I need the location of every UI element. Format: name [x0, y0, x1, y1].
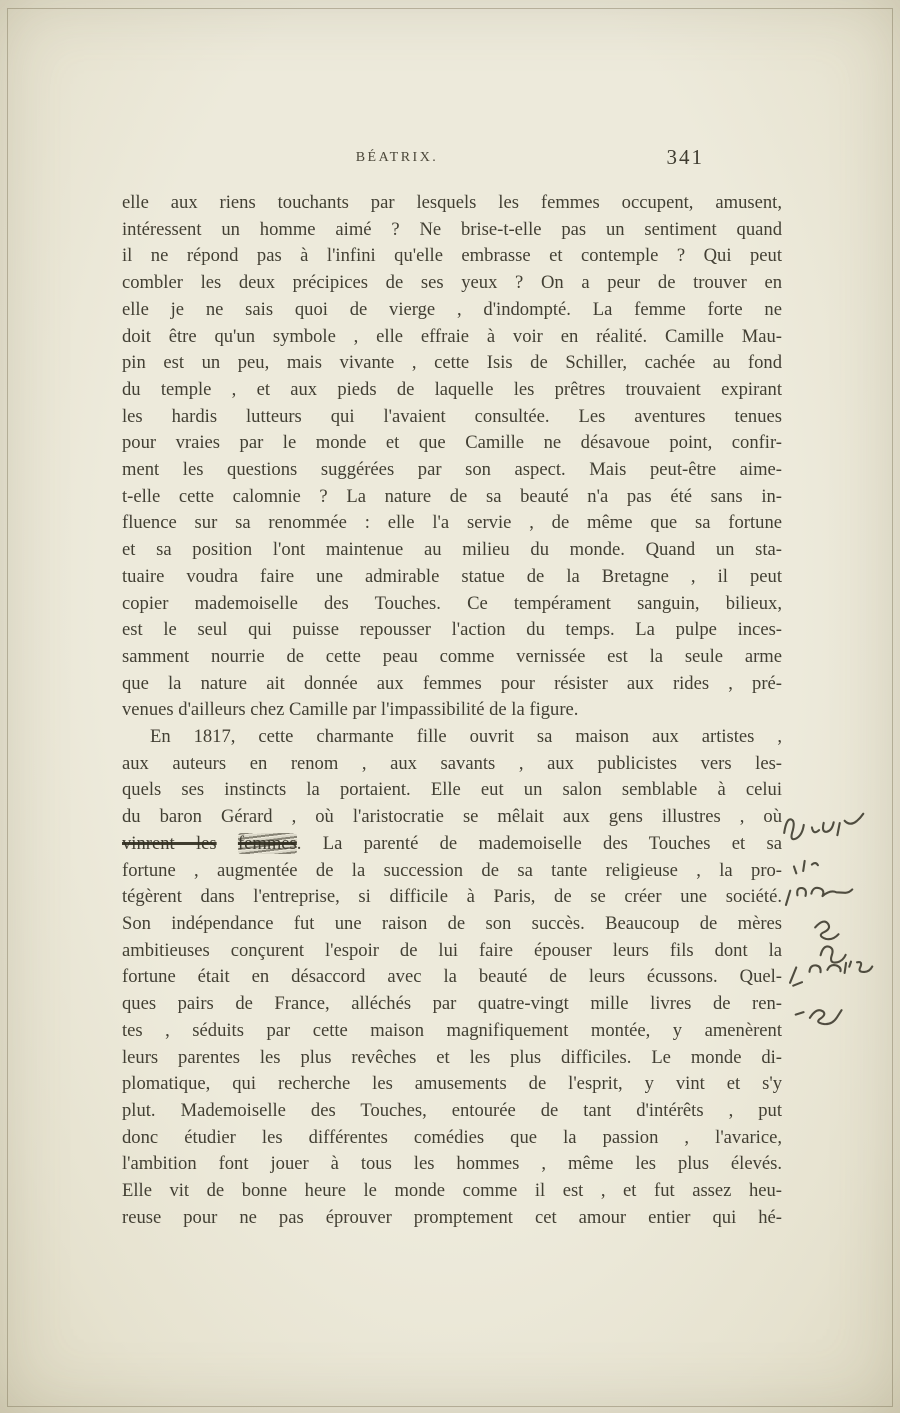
- text-line: est le seul qui puisse repousser l'action du temps. La pulpe inces-: [122, 619, 782, 641]
- text-line: du baron Gérard , où l'aristocratie se mêlait aux gens illustres , où: [122, 806, 782, 828]
- text-line: Son indépendance fut une raison de son succès. Beaucoup de mères: [122, 912, 782, 934]
- text-line: ambitieuses conçurent l'espoir de lui faire épouser leurs fils dont la: [122, 939, 782, 961]
- text-line: plut. Mademoiselle des Touches, entourée de tant d'intérêts , put: [122, 1099, 782, 1121]
- text-line: En 1817, cette charmante fille ouvrit sa maison aux artistes ,: [150, 726, 782, 748]
- text-line: reuse pour ne pas éprouver promptement cet amour entier qui hé-: [122, 1206, 782, 1228]
- handwritten-margin-annotation: [779, 803, 900, 1044]
- text-line: tégèrent dans l'entreprise, si difficile à Paris, de se créer une société.: [122, 886, 782, 908]
- text-line: du temple , et aux pieds de laquelle les prêtres trouvaient expirant: [122, 378, 782, 400]
- text-segment: [217, 833, 238, 854]
- text-line: intéressent un homme aimé ? Ne brise-t-elle pas un sentiment quand: [122, 218, 782, 240]
- text-line: Elle vit de bonne heure le monde comme il est , et fut assez heu-: [122, 1180, 782, 1202]
- text-line: fluence sur sa renommée : elle l'a servie , de même que sa fortune: [122, 512, 782, 534]
- text-line: et sa position l'ont maintenue au milieu du monde. Quand un sta-: [122, 539, 782, 561]
- text-line: fortune , augmentée de la succession de sa tante religieuse , la pro-: [122, 859, 782, 881]
- text-line: l'ambition font jouer à tous les hommes , même les plus élevés.: [122, 1153, 782, 1175]
- text-line: quels ses instincts la portaient. Elle eut un salon semblable à celui: [122, 779, 782, 801]
- text-line: les hardis lutteurs qui l'avaient consultée. Les aventures tenues: [122, 405, 782, 427]
- struck-text: femmes: [237, 832, 297, 854]
- text-line: ques pairs de France, alléchés par quatre-vingt mille livres de ren-: [122, 993, 782, 1015]
- text-line: plomatique, qui recherche les amusements de l'esprit, y vint et s'y: [122, 1073, 782, 1095]
- text-line: ment les questions suggérées par son aspect. Mais peut-être aime-: [122, 459, 782, 481]
- text-block: [122, 190, 782, 1231]
- text-line: pour vraies par le monde et que Camille ne désavoue point, confir-: [122, 432, 782, 454]
- struck-text: vinrent les: [122, 832, 217, 854]
- text-line: elle je ne sais quoi de vierge , d'indompté. La femme forte ne: [122, 298, 782, 320]
- text-line: que la nature ait donnée aux femmes pour résister aux rides , pré-: [122, 672, 782, 694]
- text-segment: . La parenté de mademoiselle des Touches et sa: [296, 832, 782, 854]
- text-line: leurs parentes les plus revêches et les plus difficiles. Le monde di-: [122, 1046, 782, 1068]
- text-line: donc étudier les différentes comédies que la passion , l'avarice,: [122, 1126, 782, 1148]
- text-line: pin est un peu, mais vivante , cette Isis de Schiller, cachée au fond: [122, 352, 782, 374]
- text-line: copier mademoiselle des Touches. Ce tempérament sanguin, bilieux,: [122, 592, 782, 614]
- text-line: aux auteurs en renom , aux savants , aux publicistes vers les-: [122, 752, 782, 774]
- text-line: elle aux riens touchants par lesquels les femmes occupent, amusent,: [122, 192, 782, 213]
- text-line: combler les deux précipices de ses yeux ? On a peur de trouver en: [122, 272, 782, 294]
- text-line: tes , séduits par cette maison magnifiquement montée, y amenèrent: [122, 1019, 782, 1041]
- text-line: fortune était en désaccord avec la beauté de leurs écussons. Quel-: [122, 966, 782, 988]
- text-line: tuaire voudra faire une admirable statue de la Bretagne , il peut: [122, 565, 782, 587]
- text-line: [122, 831, 782, 858]
- page-header: [122, 145, 782, 180]
- text-line: venues d'ailleurs chez Camille par l'impassibilité de la figure.: [122, 699, 579, 721]
- running-title: BÉATRIX.: [355, 150, 439, 165]
- text-line: t-elle cette calomnie ? La nature de sa beauté n'a pas été sans in-: [122, 485, 782, 507]
- text-line: samment nourrie de cette peau comme vernissée est la seule arme: [122, 645, 782, 667]
- text-line: il ne répond pas à l'infini qu'elle embrasse et contemple ? Qui peut: [122, 245, 782, 267]
- text-line: doit être qu'un symbole , elle effraie à voir en réalité. Camille Mau-: [122, 325, 782, 347]
- page-number: 341: [666, 145, 704, 169]
